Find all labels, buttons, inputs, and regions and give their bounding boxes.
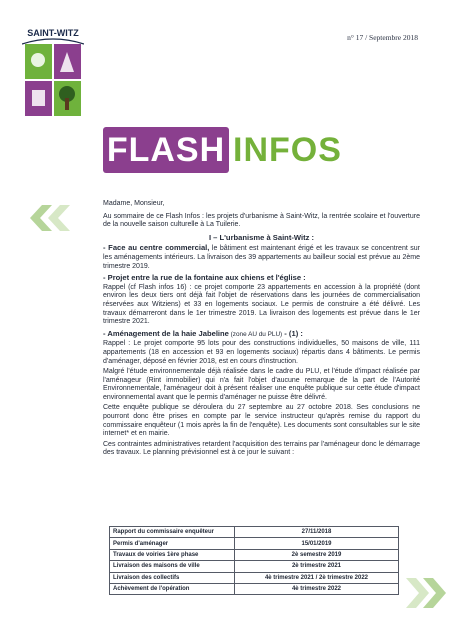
planning-value: 2è semestre 2019	[235, 549, 399, 560]
s3-text-2: Malgré l'étude environnementale déjà réalisée dans le cadre du PLU, et l'étude d'impact réalisée par l'aménageur (Rint immobilier) qui n'a fait l'objet d'aucune remarque de la part de l'Autorité Environnementale, l'aménageur doit à présent réaliser une enquête publique sur cette étude d'impact environnemental avant que le permis d'aménager ne puisse être délivré.	[103, 368, 420, 401]
crest-title: SAINT-WITZ	[27, 28, 79, 38]
planning-value: 4è trimestre 2021 / 2è trimestre 2022	[235, 572, 399, 583]
double-chevron-left-icon	[28, 205, 72, 231]
s2-title: - Projet entre la rue de la fontaine aux chiens et l'église :	[103, 273, 306, 283]
s3-title: - Aménagement de la haie Jabeline	[103, 328, 229, 338]
planning-label: Livraison des maisons de ville	[110, 561, 235, 572]
planning-label: Achèvement de l'opération	[110, 583, 235, 594]
s3-title-line	[103, 330, 420, 340]
s3-text-4: Ces contraintes administratives retardent l'acquisition des terrains par l'aménageur donc le démarrage des travaux. Le planning prévisionnel est à ce jour le suivant :	[103, 440, 420, 457]
planning-value: 27/11/2018	[235, 527, 399, 538]
planning-table	[109, 526, 399, 595]
table-row	[110, 538, 399, 549]
table-row	[110, 583, 399, 594]
flash-infos-banner	[103, 127, 343, 173]
banner-flash: FLASH	[103, 127, 229, 173]
planning-label: Livraison des collectifs	[110, 572, 235, 583]
planning-label: Permis d'aménager	[110, 538, 235, 549]
banner-infos: INFOS	[233, 131, 342, 169]
table-row	[110, 527, 399, 538]
s3-ref: - (1) :	[282, 328, 303, 338]
crest-shield-icon	[22, 36, 84, 126]
s1-bold-lead: - Face au centre commercial,	[103, 243, 210, 253]
s3-zone: (zone AU du PLU)	[228, 330, 283, 338]
section-1-paragraph-1	[103, 244, 420, 271]
table-row	[110, 549, 399, 560]
planning-label: Travaux de voiries 1ère phase	[110, 549, 235, 560]
s2-text: Rappel (cf Flash infos 16) : ce projet comporte 23 appartements en accession à la propriété (dont environ les deux tiers ont déjà fait l'objet de réservations dans les journées de commercialisation réservées aux Witziens) et 33 en logements sociaux. Le permis de construire a été délivré. Les travaux démarreront dans le 1er trimestre 2019. La livraison des logements est prévue dans le 1er trimestre 2021.	[103, 283, 420, 326]
s3-text-1: Rappel : Le projet comporte 95 lots pour des constructions individuelles, 50 maisons de ville, 111 appartements (18 en accession et 93 en logements sociaux) répartis dans 4 bâtiments. Le permis d'aménager, déposé en février 2018, est en cours d'instruction.	[103, 340, 420, 365]
double-chevron-right-icon	[404, 578, 448, 608]
table-row	[110, 572, 399, 583]
issue-number: n° 17 / Septembre 2018	[347, 33, 418, 42]
planning-value: 4è trimestre 2022	[235, 583, 399, 594]
intro-paragraph: Au sommaire de ce Flash Infos : les projets d'urbanisme à Saint-Witz, la rentrée scolaire et l'ouverture de la nouvelle saison culturelle à La Tuilerie.	[103, 212, 420, 229]
table-row	[110, 561, 399, 572]
s1-text: le bâtiment est maintenant érigé et les travaux se concentrent sur les aménagements intérieurs. La livraison des 39 appartements au bailleur social est prévue au 2ème trimestre 2019.	[103, 245, 420, 270]
article-body	[103, 200, 420, 460]
planning-label: Rapport du commissaire enquêteur	[110, 527, 235, 538]
section-1-title: I – L'urbanisme à Saint-Witz :	[208, 232, 315, 242]
saint-witz-crest	[22, 24, 84, 126]
greeting: Madame, Monsieur,	[103, 200, 165, 207]
planning-value: 15/01/2019	[235, 538, 399, 549]
s3-text-3: Cette enquête publique se déroulera du 27 septembre au 27 octobre 2018. Ses conclusions ne pourront donc être prises en compte par le service instructeur qu'après remise du rapport du commissaire enquêteur (1 mois après la fin de l'enquête). Les documents sont consultables sur le site internet* et en mairie.	[103, 404, 420, 438]
planning-value: 2è trimestre 2021	[235, 561, 399, 572]
